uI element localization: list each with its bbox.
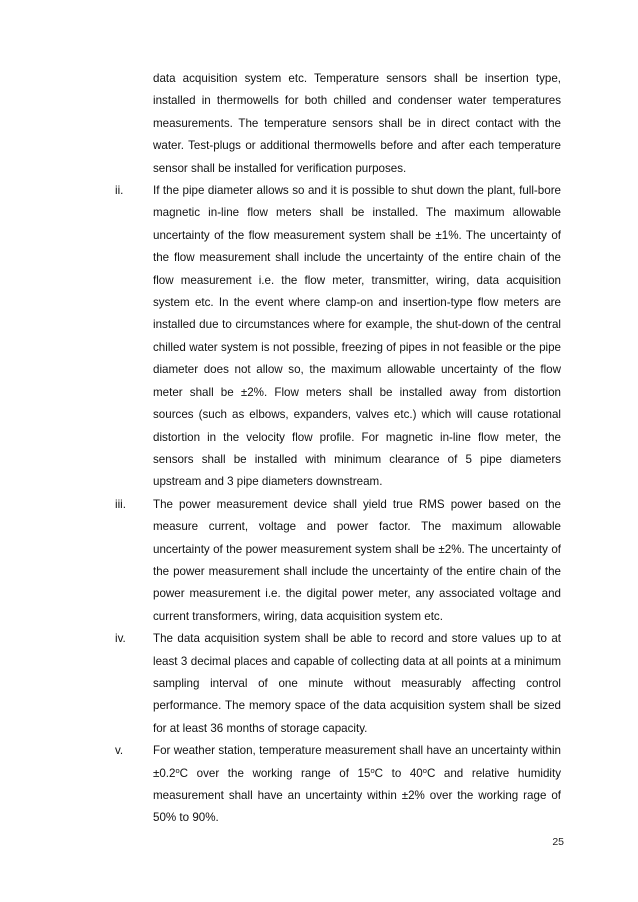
continuation-paragraph: data acquisition system etc. Temperature sensors shall be insertion type, installed in thermowells for both chilled and condenser water temperatures measurements. The temperature sensors shall be in direct contact with the water. Test-plugs or additional thermowells before and after each temperature sensor shall be installed for verification purposes. (153, 72, 561, 175)
page-number: 25 (552, 836, 564, 848)
list-item-number: iii. (115, 497, 126, 511)
list-item-iii (115, 494, 561, 628)
list-item-number: v. (115, 744, 124, 758)
list-item-text: The power measurement device shall yield true RMS power based on the measure current, voltage and power factor. The maximum allowable uncertainty of the power measurement system shall be ±2%. The uncertainty of the power measurement shall include the uncertainty of the entire chain of the power measurement i.e. the digital power meter, any associated voltage and current transformers, wiring, data acquisition system etc. (153, 497, 561, 623)
list-item-text: If the pipe diameter allows so and it is possible to shut down the plant, full-bore magnetic in-line flow meters shall be installed. The maximum allowable uncertainty of the flow measurement system shall be ±1%. The uncertainty of the flow measurement shall include the uncertainty of the entire chain of the flow measurement i.e. the flow meter, transmitter, wiring, data acquisition system etc. In the event where clamp-on and insertion-type flow meters are installed due to circumstances where for example, the shut-down of the central chilled water system is not possible, freezing of pipes in not feasible or the pipe diameter does not allow so, the maximum allowable uncertainty of the flow meter shall be ±2%. Flow meters shall be installed away from distortion sources (such as elbows, expanders, valves etc.) which will cause rotational distortion in the velocity flow profile. For magnetic in-line flow meter, the sensors shall be installed with minimum clearance of 5 pipe diameters upstream and 3 pipe diameters downstream. (153, 184, 561, 489)
list-item-text: The data acquisition system shall be able to record and store values up to at least 3 decimal places and capable of collecting data at all points at a minimum sampling interval of one minute without measurably affecting control performance. The memory space of the data acquisition system shall be sized for at least 36 months of storage capacity. (153, 632, 561, 735)
text-segment: C and relative humidity measurement shall have an uncertainty within ±2% over the working rage of 50% to 90%. (153, 766, 561, 825)
text-segment: C to 40 (374, 766, 423, 780)
degree-superscript: o (175, 765, 180, 775)
list-item-ii (115, 180, 561, 494)
degree-superscript: o (422, 765, 427, 775)
body-text (115, 68, 561, 830)
list-item-v (115, 740, 561, 830)
list-item-number: ii. (115, 184, 124, 198)
list-item-text (153, 740, 561, 830)
text-segment: For weather station, temperature measurement shall have an uncertainty within ±0.2 (153, 744, 561, 780)
degree-superscript: o (370, 765, 375, 775)
text-segment: C over the working range of 15 (179, 766, 371, 780)
list-item-number: iv. (115, 632, 126, 646)
list-item-iv (115, 628, 561, 740)
